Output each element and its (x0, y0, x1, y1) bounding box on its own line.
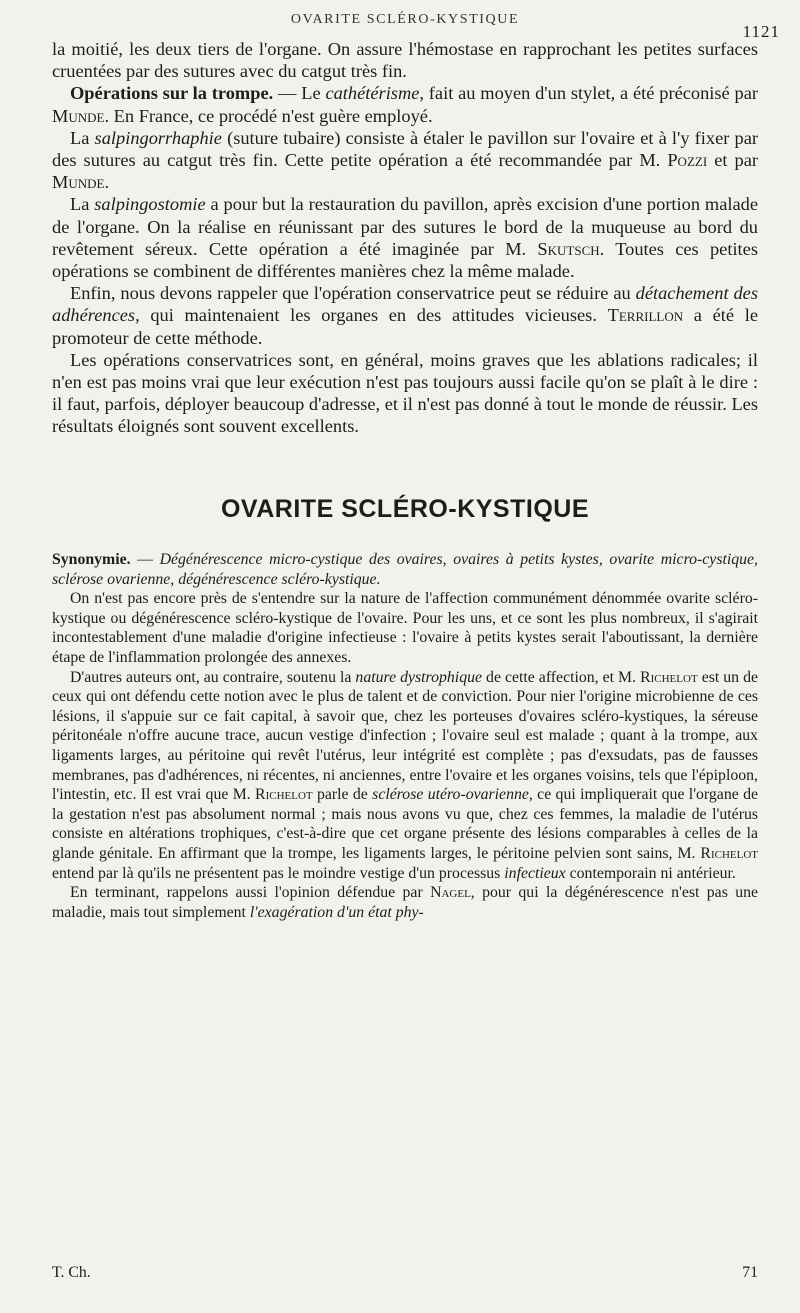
paragraph: On n'est pas encore près de s'entendre sur la nature de l'affection communément dénommée ovarite scléro-kystique ou dégénérescence scléro-kystique de l'ovaire. Pour les uns, et ce sont les plus nombreux, il s'agirait incontestablement d'une maladie d'origine infectieuse : l'ovaire à petits kystes serait l'aboutissant, la dernière étape de l'inflammation prolongée des annexes. (52, 590, 758, 666)
author-name: Terrillon (607, 305, 684, 326)
term: salpingorrhaphie (94, 127, 222, 148)
synonym-terms: Dégénérescence micro-cystique des ovaires, ovaires à petits kystes, ovarite micro-cystique, sclérose ovarienne, dégénérescence scléro-kystique. (52, 551, 758, 588)
paragraph: D'autres auteurs ont, au contraire, soutenu la nature dystrophique de cette affection, et M. Richelot est un de ceux qui ont défendu cette notion avec le plus de talent et de conviction. Pour nier l'origine microbienne de ces lésions, il s'appuie sur ce fait capital, à savoir que, chez les porteuses d'ovaires scléro-kystiques, la séreuse péritonéale n'offre aucune trace, aucun vestige d'infection ; l'ovaire seul est malade ; quant à la trompe, aux ligaments larges, au péritoine qui revêt l'utérus, leur intégrité est complète ; pas d'exsudats, pas de fausses membranes, pas d'adhérences, ni récentes, ni anciennes, entre l'ovaire et les organes voisins, tels que l'épiploon, l'intestin, etc. Il est vrai que M. Richelot parle de sclérose utéro-ovarienne, ce qui impliquerait que l'organe de la gestation n'est pas absolument normal ; mais nous avons vu que, chez ces femmes, la maladie de l'utérus consiste en altérations trophiques, c'est-à-dire que cet organe présente des lésions comparables à celles de la glande génitale. En affirmant que la trompe, les ligaments larges, le péritoine pelvien sont sains, M. Richelot entend par là qu'ils ne présentent pas le moindre vestige d'un processus infectieux contemporain ni antérieur. (52, 668, 758, 882)
author-name: Nagel (430, 884, 471, 902)
run-in-heading: Opérations sur la trompe. (70, 83, 274, 104)
author-name: Richelot (700, 844, 758, 862)
paragraph: Enfin, nous devons rappeler que l'opération conservatrice peut se réduire au détachement des adhérences, qui maintenaient les organes en des attitudes vicieuses. Terrillon a été le promoteur de cette méthode. (52, 283, 759, 348)
paragraph: la moitié, les deux tiers de l'organe. On assure l'hémostase en rapprochant les petites surfaces cruentées par des sutures avec du catgut très fin. (52, 39, 758, 82)
sheet-number: 71 (742, 1264, 758, 1281)
paragraph: La salpingostomie a pour but la restauration du pavillon, après excision d'une portion malade de l'organe. On la réalise en réunissant par des sutures le bord de la muqueuse au bord du revêtement séreux. Cette opération a été imaginée par M. Skutsch. Toutes ces petites opérations se combinent de différentes manières chez la même malade. (52, 194, 759, 282)
paragraph: Les opérations conservatrices sont, en général, moins graves que les ablations radicales; il n'en est pas moins vrai que leur exécution n'est pas toujours aussi facile qu'on se plaît à le dire : il faut, parfois, déployer beaucoup d'adresse, et il n'est pas donné à tout le monde de réussir. Les résultats éloignés sont souvent excellents. (52, 349, 758, 437)
page-number: 1121 (742, 22, 780, 41)
author-name: Pozzi (667, 150, 708, 171)
term: cathétérisme (325, 83, 420, 104)
synonymy-label: Synonymie. (52, 551, 131, 568)
running-title: OVARITE SCLÉRO-KYSTIQUE (290, 12, 520, 27)
author-name: Skutsch (537, 238, 600, 259)
term: l'exagération d'un état phy- (249, 903, 424, 921)
term: détachement des adhérences (52, 283, 759, 326)
author-name: Richelot (640, 668, 698, 686)
term: nature dystrophique (355, 668, 483, 686)
paragraph: La salpingorrhaphie (suture tubaire) consiste à étaler le pavillon sur l'ovaire et à l'y fixer par des sutures au catgut très fin. Cette petite opération a été recommandée par M. Pozzi et par Munde. (52, 127, 758, 193)
author-name: Munde (52, 172, 105, 193)
author-name: Munde (52, 105, 105, 126)
upper-text-block (52, 38, 758, 438)
term: salpingostomie (94, 194, 206, 215)
term: sclérose utéro-ovarienne (372, 786, 529, 804)
synonymy-paragraph: Synonymie. — Dégénérescence micro-cystique des ovaires, ovaires à petits kystes, ovarite micro-cystique, sclérose ovarienne, dégénérescence scléro-kystique. (52, 551, 758, 588)
section-heading: OVARITE SCLÉRO-KYSTIQUE (220, 495, 589, 523)
author-name: Richelot (255, 786, 313, 804)
running-head (52, 10, 780, 41)
lower-text-block (52, 550, 758, 922)
term: infectieux (504, 864, 566, 882)
printer-signature: T. Ch. (52, 1264, 91, 1281)
paragraph: Opérations sur la trompe. — Le cathétérisme, fait au moyen d'un stylet, a été préconisé par Munde. En France, ce procédé n'est guère employé. (52, 83, 758, 126)
paragraph: En terminant, rappelons aussi l'opinion défendue par Nagel, pour qui la dégénérescence n'est pas une maladie, mais tout simplement l'exagération d'un état phy- (52, 884, 758, 921)
page-footer (52, 1264, 758, 1286)
